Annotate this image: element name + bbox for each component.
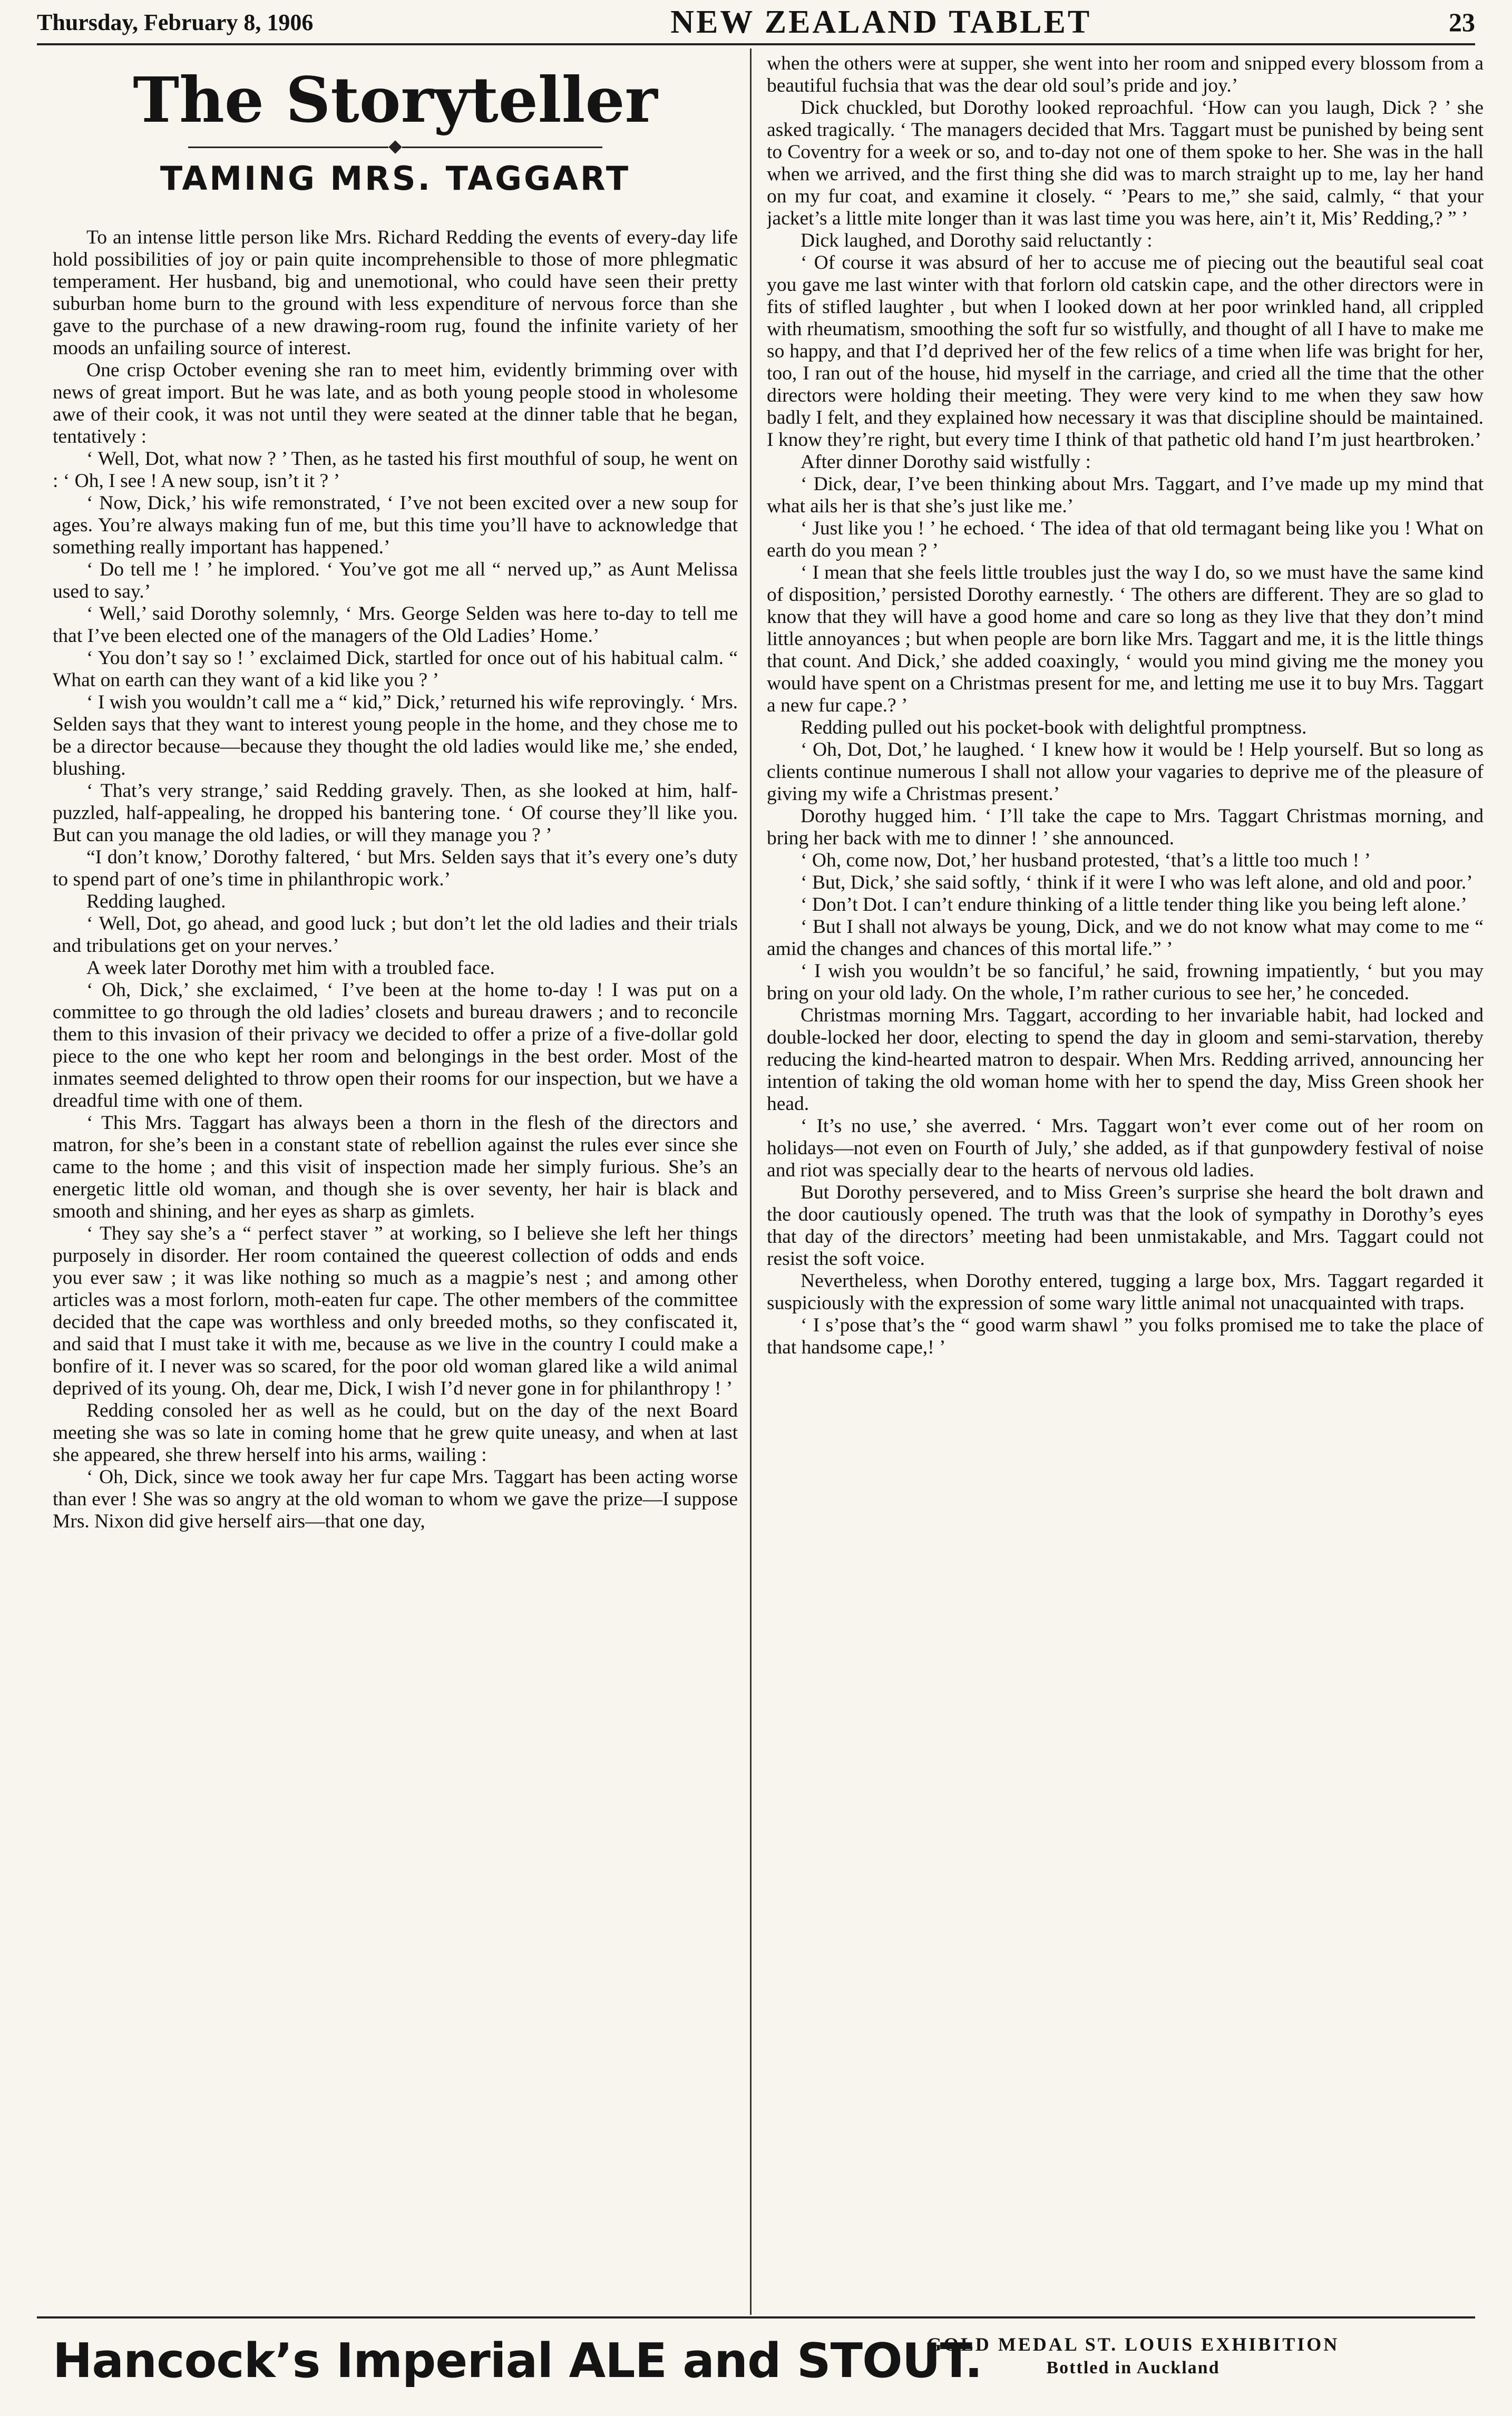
paragraph: ‘ They say she’s a “ perfect staver ” at working, so I believe she left her things purposely in disorder. Her room contained the queerest collection of odds and ends you ever saw ; it was like nothing so much as a magpie’s nest ; and among other articles was a most forlorn, moth-eaten fur cape. The other members of the committee decided that the cape was worthless and only breeded moths, so they confiscated it, and said that I must take it with me, because as we live in the country I could make a bonfire of it. I never was so scared, for the poor old woman glared like a wild animal deprived of its young. Oh, dear me, Dick, I wish I’d never gone in for philanthropy ! ’ <box>53 1223 738 1399</box>
page-header <box>37 6 1475 38</box>
paragraph: Nevertheless, when Dorothy entered, tugging a large box, Mrs. Taggart regarded it suspiciously with the expression of some wary little animal not unacquainted with traps. <box>767 1270 1484 1314</box>
story-title: TAMING MRS. TAGGART <box>160 159 631 198</box>
paragraph: Redding laughed. <box>86 891 226 912</box>
paragraph: when the others were at supper, she went into her room and snipped every blossom from a beautiful fuchsia that was the dear old soul’s pride and joy.’ <box>767 53 1484 96</box>
advert-exhibition <box>791 2332 1476 2380</box>
paragraph: ‘ Oh, Dick,’ she exclaimed, ‘ I’ve been at the home to-day ! I was put on a committee to go through the old ladies’ closets and bureau drawers ; and to reconcile them to this invasion of their privacy we decided to offer a prize of a five-dollar gold piece to the one who kept her room and belongings in the best order. Most of the inmates seemed delighted to throw open their rooms for our inspection, but we have a dreadful time with one of them. <box>53 979 738 1112</box>
paragraph: ‘ Oh, come now, Dot,’ her husband protested, ‘that’s a little too much ! ’ <box>801 850 1371 871</box>
title-ornament <box>53 142 738 152</box>
paragraph: ‘ I s’pose that’s the “ good warm shawl ” you folks promised me to take the place of that handsome cape,! ’ <box>767 1314 1484 1358</box>
paragraph: One crisp October evening she ran to meet him, evidently brimming over with news of great import. But he was late, and as both young people stood in wholesome awe of their cook, it was not until they were seated at the dinner table that he began, tentatively : <box>53 359 738 447</box>
paragraph: But Dorothy persevered, and to Miss Green’s surprise she heard the bolt drawn and the door cautiously opened. The truth was that the look of sympathy in Dorothy’s eyes that day of the directors’ meeting had been unmistakable, and Mrs. Taggart could not resist the soft voice. <box>767 1182 1484 1270</box>
paragraph: “I don’t know,’ Dorothy faltered, ‘ but Mrs. Selden says that it’s every one’s duty to spend part of one’s time in philanthropic work.’ <box>53 846 738 890</box>
column-divider <box>750 48 752 2315</box>
paragraph: Redding pulled out his pocket-book with delightful promptness. <box>801 717 1307 738</box>
diamond-icon <box>388 140 402 153</box>
masthead: NEW ZEALAND TABLET <box>670 4 1092 40</box>
paragraph: Christmas morning Mrs. Taggart, according to her invariable habit, had locked and double-locked her door, electing to spend the day in gloom and semi-starvation, thereby reducing the kind-hearted matron to despair. When Mrs. Redding arrived, announcing her intention of taking the old woman home with her to spend the day, Miss Green shook her head. <box>767 1005 1484 1115</box>
advert-medal-line: GOLD MEDAL ST. LOUIS EXHIBITION <box>926 2334 1340 2355</box>
paragraph: ‘ I wish you wouldn’t call me a “ kid,” Dick,’ returned his wife reprovingly. ‘ Mrs. Selden says that they want to interest young people in the home, and they chose me to be a director because—because they thought the old ladies would like me,’ she ended, blushing. <box>53 691 738 780</box>
paragraph: ‘ Well,’ said Dorothy solemnly, ‘ Mrs. George Selden was here to-day to tell me that I’ve been elected one of the managers of the Old Ladies’ Home.’ <box>53 603 738 647</box>
advert-ale-stout: Hancock’s Imperial ALE and STOUT. <box>53 2333 982 2389</box>
paragraph: ‘ Dick, dear, I’ve been thinking about Mrs. Taggart, and I’ve made up my mind that what ails her is that she’s just like me.’ <box>767 473 1484 517</box>
paragraph: ‘ I mean that she feels little troubles just the way I do, so we must have the same kind of disposition,’ persisted Dorothy earnestly. ‘ The others are different. They are so glad to know that they will have a good home and care so long as they live that they don’t mind little annoyances ; but when people are born like Mrs. Taggart and me, it is the little things that count. And Dick,’ she added coaxingly, ‘ would you mind giving me the money you would have spent on a Christmas present for me, and letting me use it to buy Mrs. Taggart a new fur cape.? ’ <box>767 562 1484 716</box>
paragraph: ‘ It’s no use,’ she averred. ‘ Mrs. Taggart won’t ever come out of her room on holidays—not even on Fourth of July,’ she added, as if that gunpowdery festival of noise and riot was specially dear to the hearts of nervous old ladies. <box>767 1115 1484 1181</box>
section-title: The Storyteller <box>133 63 658 137</box>
paragraph: After dinner Dorothy said wistfully : <box>801 451 1091 473</box>
paragraph: Redding consoled her as well as he could, but on the day of the next Board meeting she was so late in coming home that he grew quite uneasy, and when at last she appeared, she threw herself into his arms, wailing : <box>53 1400 738 1466</box>
paragraph: Dick laughed, and Dorothy said reluctantly : <box>801 230 1153 251</box>
header-rule <box>37 43 1475 45</box>
advert-bottled-line: Bottled in Auckland <box>1046 2358 1220 2378</box>
paragraph: ‘ Well, Dot, what now ? ’ Then, as he tasted his first mouthful of soup, he went on : ‘ Oh, I see ! A new soup, isn’t it ? ’ <box>53 448 738 492</box>
paragraph: ‘ Just like you ! ’ he echoed. ‘ The idea of that old termagant being like you ! What on earth do you mean ? ’ <box>767 518 1484 561</box>
ornament-line <box>188 147 388 148</box>
paragraph: ‘ But I shall not always be young, Dick, and we do not know what may come to me “ amid the changes and chances of this mortal life.” ’ <box>767 916 1484 960</box>
paragraph: To an intense little person like Mrs. Richard Redding the events of every-day life hold possibilities of joy or pain quite incomprehensible to those of more phlegmatic temperament. Her husband, big and unemotional, who could have seen their pretty suburban home burn to the ground with less expenditure of nervous force than she gave to the purchase of a new drawing-room rug, found the infinite variety of her moods an unfailing source of interest. <box>53 227 738 359</box>
footer-rule <box>37 2316 1475 2318</box>
paragraph: ‘ Of course it was absurd of her to accuse me of piecing out the beautiful seal coat you gave me last winter with that forlorn old catskin cape, and the other directors were in fits of stifled laughter , but when I looked down at her poor wrinkled hand, all crippled with rheumatism, smoothing the soft fur so wistfully, and thought of all I have to make me so happy, and that I’d deprived her of the few relics of a time when life was bright for her, too, I ran out of the house, hid myself in the carriage, and cried all the time that the other directors were holding their meeting. They were very kind to me when they saw how badly I felt, and they explained how necessary it was that discipline should be maintained. I know they’re right, but every time I think of that pathetic old hand I’m just heartbroken.’ <box>767 252 1484 451</box>
paragraph: ‘ Now, Dick,’ his wife remonstrated, ‘ I’ve not been excited over a new soup for ages. You’re always making fun of me, but this time you’ll have to acknowledge that something really important has happened.’ <box>53 492 738 558</box>
paragraph: A week later Dorothy met him with a troubled face. <box>86 957 495 979</box>
right-column <box>767 53 1484 2319</box>
paragraph: ‘ Oh, Dick, since we took away her fur cape Mrs. Taggart has been acting worse than ever ! She was so angry at the old woman to whom we gave the prize—I suppose Mrs. Nixon did give herself airs—that one day, <box>53 1466 738 1532</box>
paragraph: ‘ You don’t say so ! ’ exclaimed Dick, startled for once out of his habitual calm. “ What on earth can they want of a kid like you ? ’ <box>53 647 738 691</box>
paragraph: Dorothy hugged him. ‘ I’ll take the cape to Mrs. Taggart Christmas morning, and bring her back with me to dinner ! ’ she announced. <box>767 805 1484 849</box>
paragraph: ‘ Oh, Dot, Dot,’ he laughed. ‘ I knew how it would be ! Help yourself. But so long as clients continue numerous I shall not allow your vagaries to deprive me of the pleasure of giving my wife a Christmas present.’ <box>767 739 1484 805</box>
ornament-line <box>402 147 602 148</box>
paragraph: ‘ Well, Dot, go ahead, and good luck ; but don’t let the old ladies and their trials and tribulations get on your nerves.’ <box>53 913 738 957</box>
paragraph: ‘ This Mrs. Taggart has always been a thorn in the flesh of the directors and matron, for she’s been in a constant state of rebellion against the rules ever since she came to the home ; and this visit of inspection made her simply furious. She’s an energetic little old woman, and though she is over seventy, her hair is black and smooth and shining, and her eyes as sharp as gimlets. <box>53 1112 738 1222</box>
paragraph: Dick chuckled, but Dorothy looked reproachful. ‘How can you laugh, Dick ? ’ she asked tragically. ‘ The managers decided that Mrs. Taggart must be punished by being sent to Coventry for a week or so, and to-day not one of them spoke to her. She was in the hall when we arrived, and the first thing she did was to march straight up to me, lay her hand on my fur coat, and examine it closely. “ ’Pears to me,” she said, calmly, “ that your jacket’s a little mite longer than it was last time you was here, ain’t it, Mis’ Redding,? ” ’ <box>767 97 1484 229</box>
left-column <box>53 53 738 2319</box>
page-number: 23 <box>1448 7 1475 37</box>
paragraph: ‘ I wish you wouldn’t be so fanciful,’ he said, frowning impatiently, ‘ but you may bring on your old lady. On the whole, I’m rather curious to see her,’ he conceded. <box>767 960 1484 1004</box>
issue-date: Thursday, February 8, 1906 <box>37 9 314 35</box>
paragraph: ‘ That’s very strange,’ said Redding gravely. Then, as she looked at him, half-puzzled, half-appealing, he dropped his bantering tone. ‘ Of course they’ll like you. But can you manage the old ladies, or will they manage you ? ’ <box>53 780 738 846</box>
paragraph: ‘ Don’t Dot. I can’t endure thinking of a little tender thing like you being left alone.’ <box>801 894 1467 915</box>
paragraph: ‘ Do tell me ! ’ he implored. ‘ You’ve got me all “ nerved up,” as Aunt Melissa used to say.’ <box>53 559 738 602</box>
paragraph: ‘ But, Dick,’ she said softly, ‘ think if it were I who was left alone, and old and poor.’ <box>801 872 1473 893</box>
